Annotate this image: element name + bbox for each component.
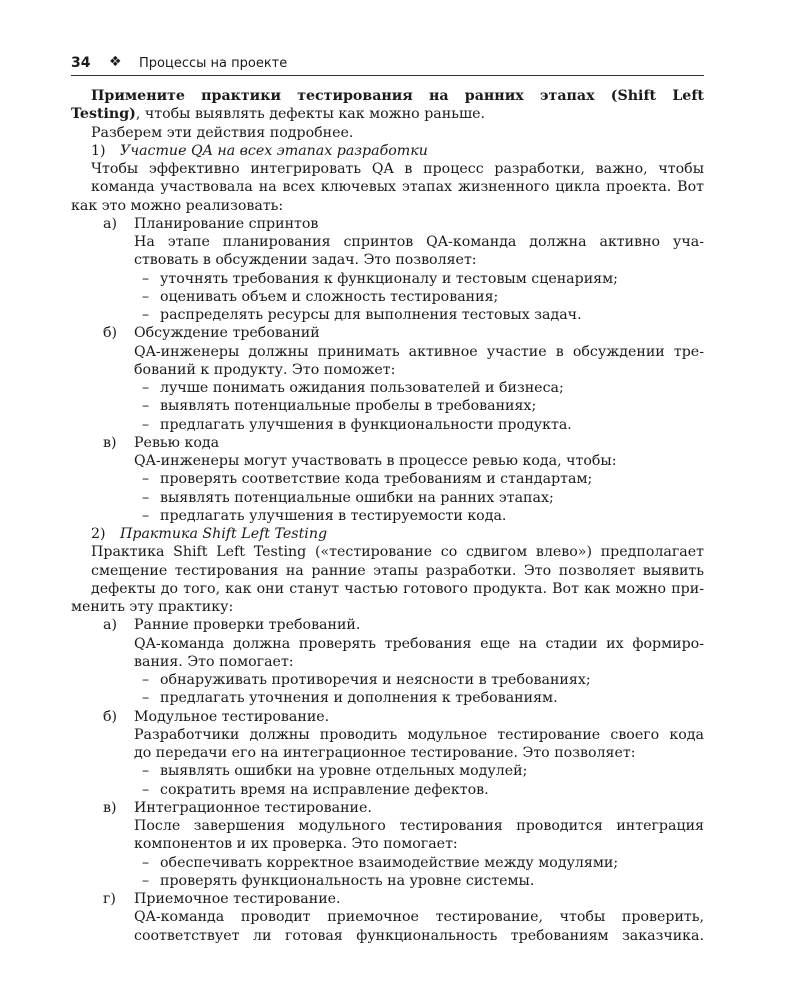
item-description: до передачи его на интеграционное тестирование. Это позволяет: <box>134 745 636 761</box>
list-item: а) Ранние проверки требований. <box>103 617 361 634</box>
list-item: а) Планирование спринтов <box>103 215 319 232</box>
bullet-item: – сократить время на исправление дефектов. <box>142 781 489 798</box>
section-heading-title: Практика Shift Left Testing <box>120 526 328 542</box>
intro-line: Разберем эти действия подробнее. <box>91 124 354 141</box>
item-description: На этапе планирования спринтов QA-команда должна активно уча- <box>134 234 704 250</box>
bullet-item: – выявлять потенциальные пробелы в требованиях; <box>142 398 537 415</box>
item-description: QA-команда проводит приемочное тестирование, чтобы проверить, <box>134 909 704 926</box>
bullet-item: – проверять соответствие кода требованиям и стандартам; <box>142 471 593 488</box>
item-description: QA-инженеры могут участвовать в процессе ревью кода, чтобы: <box>134 453 617 469</box>
section-heading: 2) Практика Shift Left Testing <box>91 526 328 542</box>
section-title: Процессы на проекте <box>139 56 288 71</box>
item-description: соответствует ли готовая функциональность требованиям заказчика. <box>134 927 704 944</box>
bullet-item: – распределять ресурсы для выполнения тестовых задач. <box>142 307 582 323</box>
intro-line <box>71 87 704 105</box>
intro-bold: Testing) <box>71 106 136 123</box>
paragraph-line: смещение тестирования на ранние этапы разработки. Это позволяет выявить <box>91 562 704 579</box>
section-heading: 1) Участие QA на всех этапах разработки <box>91 142 428 159</box>
bullet-item: – выявлять потенциальные ошибки на ранних этапах; <box>142 489 554 506</box>
running-header <box>71 53 704 76</box>
item-description: бований к продукту. Это поможет: <box>134 361 396 378</box>
item-description: После завершения модульного тестирования проводится интеграция <box>134 818 704 834</box>
paragraph-line: дефекты до того, как они станут частью готового продукта. Вот как можно при- <box>91 580 704 597</box>
list-item: б) Модульное тестирование. <box>103 708 330 725</box>
bullet-item: – предлагать улучшения в функциональности продукта. <box>142 416 572 433</box>
section-heading-title: Участие QA на всех этапах разработки <box>120 142 428 159</box>
intro-bold: Примените практики тестирования на ранних этапах (Shift Left <box>91 88 704 104</box>
item-description: Разработчики должны проводить модульное тестирование своего кода <box>134 726 704 743</box>
item-description: QA-команда должна проверять требования еще на стадии их формиро- <box>134 635 704 652</box>
bullet-item: – выявлять ошибки на уровне отдельных модулей; <box>142 763 528 780</box>
bullet-item: – предлагать улучшения в тестируемости кода. <box>142 507 507 524</box>
bullet-item: – обнаруживать противоречия и неясности в требованиях; <box>142 672 591 688</box>
page-body <box>71 87 704 945</box>
list-item: в) Ревью кода <box>103 434 220 451</box>
item-description: ствовать в обсуждении задач. Это позволяет: <box>134 252 477 269</box>
list-item: г) Приемочное тестирование. <box>103 891 341 907</box>
paragraph-line: Практика Shift Left Testing («тестирование со сдвигом влево») предполагает <box>91 544 704 561</box>
bullet-item: – предлагать уточнения и дополнения к требованиям. <box>142 690 558 707</box>
bullet-item: – оценивать объем и сложность тестирования; <box>142 288 499 305</box>
intro-line: Testing), чтобы выявлять дефекты как можно раньше. <box>71 106 486 123</box>
bullet-item: – обеспечивать корректное взаимодействие между модулями; <box>142 854 619 871</box>
list-item: б) Обсуждение требований <box>103 325 320 342</box>
bullet-item: – проверять функциональность на уровне системы. <box>142 872 535 889</box>
paragraph-line: менить эту практику: <box>71 599 234 615</box>
paragraph-line: команда участвовала на всех ключевых этапах жизненного цикла проекта. Вот <box>91 179 704 196</box>
list-item: в) Интеграционное тестирование. <box>103 799 372 816</box>
paragraph-line: как это можно реализовать: <box>71 197 284 214</box>
page-number: 34 <box>71 55 91 71</box>
bullet-item: – лучше понимать ожидания пользователей и бизнеса; <box>142 380 564 396</box>
bullet-item: – уточнять требования к функционалу и тестовым сценариям; <box>142 270 618 287</box>
paragraph-line: Чтобы эффективно интегрировать QA в процесс разработки, важно, чтобы <box>91 161 704 177</box>
item-description: компонентов и их проверка. Это помогает: <box>134 836 458 853</box>
item-description: вания. Это помогает: <box>134 653 294 670</box>
item-description: QA-инженеры должны принимать активное участие в обсуждении тре- <box>134 343 704 360</box>
ornament-icon: ❖ <box>109 54 122 70</box>
